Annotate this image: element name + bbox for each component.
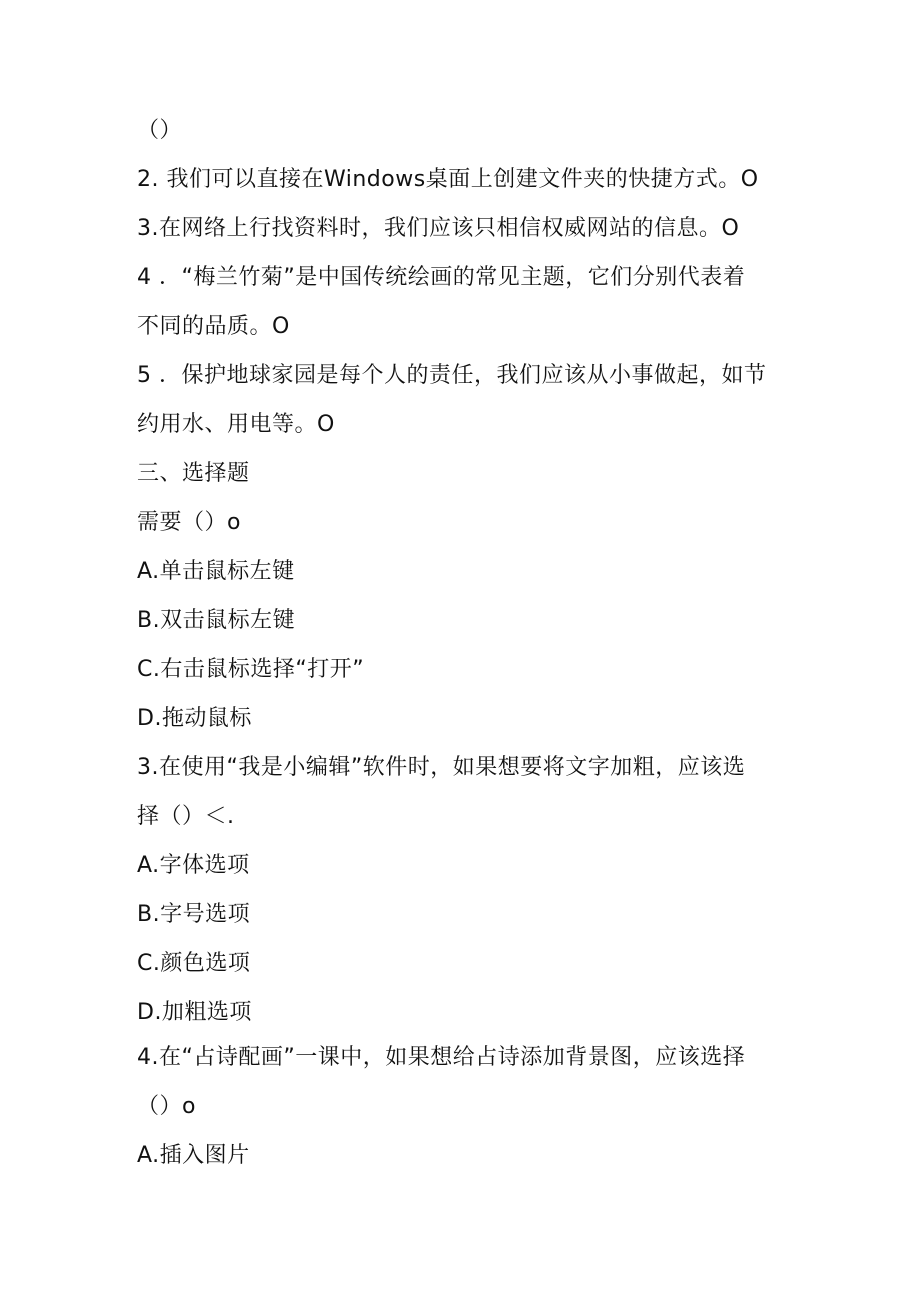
text-line-tf-5: 5 ．保护地球家园是每个人的责任，我们应该从小事做起，如节 xyxy=(137,363,767,388)
q3-option-c: C.颜色选项 xyxy=(137,951,251,976)
option-c: C.右击鼠标选择“打开” xyxy=(137,657,365,682)
text-line-blank-paren: （） xyxy=(137,118,183,143)
section-heading-choice: 三、选择题 xyxy=(137,461,250,486)
question-4-cont: （）o xyxy=(137,1094,196,1119)
option-b: B.双击鼠标左键 xyxy=(137,608,296,633)
q3-option-a: A.字体选项 xyxy=(137,853,250,878)
text-line-tf-4: 4 ．“梅兰竹菊”是中国传统绘画的常见主题，它们分别代表着 xyxy=(137,265,746,290)
text-line-tf-3: 3.在网络上行找资料时，我们应该只相信权威网站的信息。O xyxy=(137,216,740,241)
text-line-tf-5-cont: 约用水、用电等。O xyxy=(137,412,335,437)
option-d: D.拖动鼠标 xyxy=(137,706,252,731)
q3-option-b: B.字号选项 xyxy=(137,902,251,927)
option-a: A.单击鼠标左键 xyxy=(137,559,295,584)
q3-option-d: D.加粗选项 xyxy=(137,1000,252,1025)
question-3-cont: 择（）＜. xyxy=(137,804,235,829)
text-line-tf-2: 2. 我们可以直接在Windows桌面上创建文件夹的快捷方式。O xyxy=(137,167,759,192)
q4-option-a: A.插入图片 xyxy=(137,1143,250,1168)
question-4: 4.在“占诗配画”一课中，如果想给占诗添加背景图，应该选择 xyxy=(137,1045,746,1070)
text-line-tf-4-cont: 不同的品质。O xyxy=(137,314,290,339)
question-3: 3.在使用“我是小编辑”软件时，如果想要将文字加粗，应该选 xyxy=(137,755,746,780)
text-line-q-fragment: 需要（）o xyxy=(137,510,241,535)
